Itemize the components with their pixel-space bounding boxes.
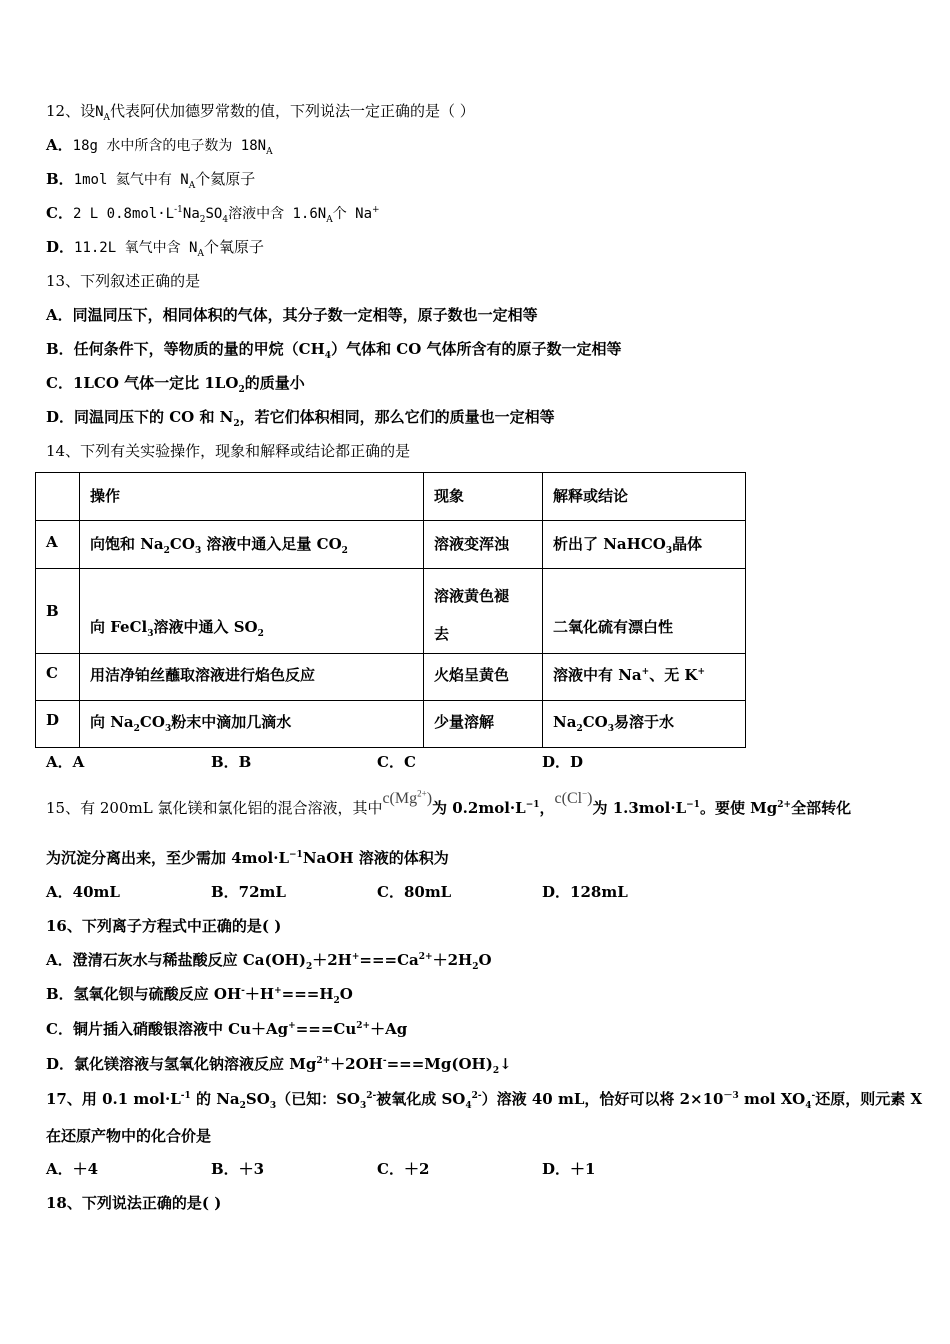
table-cell: 二氧化硫有漂白性 xyxy=(543,569,746,654)
q16-option-c: C．铜片插入硝酸银溶液中 $Cu+Ag^+===Cu^{2+}+Ag$ xyxy=(46,1020,408,1038)
q17-option-b: B．＋3 xyxy=(211,1160,265,1178)
q15-option-b: B．72mL xyxy=(211,883,286,901)
q14-option-a: A．A xyxy=(46,753,85,771)
table-cell: C xyxy=(36,654,80,701)
q17-option-d: D．＋1 xyxy=(542,1160,596,1178)
q13-option-a: A．同温同压下，相同体积的气体，其分子数一定相等，原子数也一定相等 xyxy=(46,306,538,324)
q18-stem: 18、下列说法正确的是( ) xyxy=(46,1194,222,1212)
table-header-row xyxy=(36,473,746,521)
q12-option-d: D．11.2L 氧气中含 $N_A$个氧原子 xyxy=(46,238,264,259)
table-cell: 溶液变浑浊 xyxy=(424,521,543,569)
table-cell: 火焰呈黄色 xyxy=(424,654,543,701)
q16-option-a: A．澄清石灰水与稀盐酸反应 $Ca(OH)_2+2H^+===Ca^{2+}+2H_2O$ xyxy=(46,951,492,972)
q15-stem-line1: 15、有 200mL 氯化镁和氯化铝的混合溶液，其中$c(Mg^{2+})$为 $0.2mol\cdot L^{-1}$，c(Cl−)为 $1.3mol\cdot L^{-1}$。要使 $Mg^{2+}$全部转化 xyxy=(46,788,852,817)
q17-option-c: C．＋2 xyxy=(377,1160,430,1178)
table-row xyxy=(36,654,746,701)
table-header-cell: 解释或结论 xyxy=(543,473,746,521)
q15-option-a: A．40mL xyxy=(46,883,120,901)
table-cell: A xyxy=(36,521,80,569)
q16-option-b: B．氢氧化钡与硫酸反应 $OH^-+H^+===H_2O$ xyxy=(46,985,353,1006)
q12-option-b: B．1mol 氦气中有 $N_A$个氦原子 xyxy=(46,170,256,191)
q14-stem: 14、下列有关实验操作，现象和解释或结论都正确的是 xyxy=(46,442,411,460)
table-cell: $Na_2CO_3$易溶于水 xyxy=(543,701,746,748)
q15-stem-line2: 为沉淀分离出来，至少需加 $4mol\cdot L^{-1}NaOH$ 溶液的体积为 xyxy=(46,849,449,867)
q17-option-a: A．＋4 xyxy=(46,1160,99,1178)
q12-option-a: A．18g 水中所含的电子数为 $18N_A$ xyxy=(46,136,273,157)
table-cell: 析出了 NaHCO$_3$晶体 xyxy=(543,521,746,569)
table-row xyxy=(36,521,746,569)
table-cell: 少量溶解 xyxy=(424,701,543,748)
q14-table xyxy=(35,472,746,748)
q13-option-c: C．1LCO 气体一定比 $1LO_2$的质量小 xyxy=(46,374,305,395)
table-header-cell: 操作 xyxy=(80,473,424,521)
q13-option-d: D．同温同压下的 CO 和 $N_2$，若它们体积相同，那么它们的质量也一定相等 xyxy=(46,408,555,429)
formula-c-mg: $c(Mg^{2+})$ xyxy=(382,788,433,807)
q14-option-b: B．B xyxy=(211,753,252,771)
q13-stem: 13、下列叙述正确的是 xyxy=(46,272,201,290)
q17-stem-line1: 17、用 0.1 $mol\cdot L^{-1}$ 的 $Na_2SO_3$（已知：$SO_3^{2-}$被氧化成 $SO_4^{2-}$）溶液 40 mL，恰好可以将 $2\times 10^{-3}$ mol $XO_4^-$还原，则元素 X xyxy=(46,1090,923,1111)
formula-c-cl: c(Cl−) xyxy=(554,788,593,807)
q14-option-d: D．D xyxy=(542,753,584,771)
table-header-cell xyxy=(36,473,80,521)
q12-option-c: C．2 L $0.8mol\cdot L^{-1}Na_2SO_4$溶液中含 $1.6N_A$个 Na+ xyxy=(46,204,380,225)
table-row xyxy=(36,569,746,654)
table-cell: 用洁净铂丝蘸取溶液进行焰色反应 xyxy=(80,654,424,701)
table-cell: 溶液黄色褪 去 xyxy=(424,569,543,654)
q15-option-d: D．128mL xyxy=(542,883,628,901)
table-cell: 向 $Na_2CO_3$粉末中滴加几滴水 xyxy=(80,701,424,748)
table-cell: 向饱和 $Na_2CO_3$ 溶液中通入足量 $CO_2$ xyxy=(80,521,424,569)
q12-stem: 12、设$N_A$代表阿伏加德罗常数的值，下列说法一定正确的是（ ） xyxy=(46,102,475,123)
q16-option-d: D．氯化镁溶液与氢氧化钠溶液反应 $Mg^{2+}+2OH^-===Mg(OH)_2↓$ xyxy=(46,1055,512,1076)
q14-option-c: C．C xyxy=(377,753,416,771)
table-cell: B xyxy=(36,569,80,654)
table-cell: 溶液中有 Na+、无 K+ xyxy=(543,654,746,701)
table-cell: D xyxy=(36,701,80,748)
table-cell: 向 FeCl$_3$溶液中通入 $SO_2$ xyxy=(80,569,424,654)
table-row xyxy=(36,701,746,748)
q15-option-c: C．80mL xyxy=(377,883,452,901)
table-header-cell: 现象 xyxy=(424,473,543,521)
q16-stem: 16、下列离子方程式中正确的是( ) xyxy=(46,917,282,935)
q13-option-b: B．任何条件下，等物质的量的甲烷$(CH_4)$气体和 CO 气体所含有的原子数一定相等 xyxy=(46,340,622,361)
q17-stem-line2: 在还原产物中的化合价是 xyxy=(46,1127,212,1145)
